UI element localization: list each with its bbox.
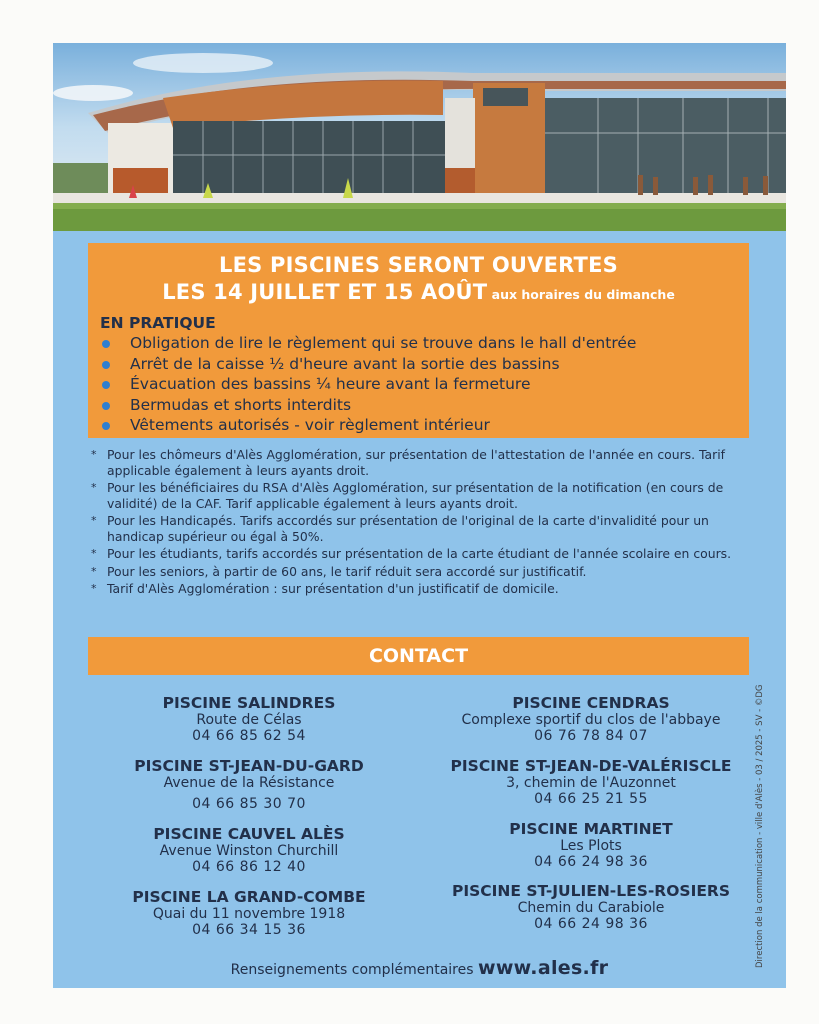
bullet-dot-icon <box>102 381 110 389</box>
tariff-notes <box>91 447 741 599</box>
pratique-item <box>100 374 636 395</box>
tariff-note <box>91 480 741 511</box>
tariff-note <box>91 581 741 597</box>
tariff-note <box>91 513 741 544</box>
pratique-item-text: Bermudas et shorts interdits <box>130 395 352 414</box>
asterisk-icon: * <box>91 481 97 494</box>
pool-phone: 04 66 24 98 36 <box>534 854 648 870</box>
tariff-note-text: Pour les chômeurs d'Alès Agglomération, sur présentation de l'attestation de l'année en cours. Tarif applicable également à leurs ayants droit. <box>107 447 726 478</box>
asterisk-icon: * <box>91 582 97 595</box>
pool-contact-st-julien-les-rosiers <box>431 882 751 932</box>
asterisk-icon: * <box>91 547 97 560</box>
pool-phone: 04 66 86 12 40 <box>192 859 306 875</box>
bullet-dot-icon <box>102 340 110 348</box>
pool-contact-st-jean-du-gard <box>89 757 409 812</box>
credit-line: Direction de la communication - ville d'Alès - 03 / 2025 - SV - ©DG <box>755 684 765 968</box>
tariff-note <box>91 546 741 562</box>
pratique-item <box>100 415 636 436</box>
pool-name: PISCINE MARTINET <box>509 820 673 838</box>
pratique-item-text: Obligation de lire le règlement qui se trouve dans le hall d'entrée <box>130 334 637 352</box>
pratique-item <box>100 395 636 416</box>
pratique-item-text: Évacuation des bassins ¼ heure avant la fermeture <box>130 375 531 393</box>
headline-dates-hours: aux horaires du dimanche <box>487 287 675 302</box>
pool-phone: 04 66 85 62 54 <box>192 728 306 744</box>
more-info <box>53 957 786 979</box>
pool-phone: 04 66 24 98 36 <box>534 916 648 932</box>
pool-building-photo <box>53 43 786 231</box>
pool-contact-cauvel-ales <box>89 825 409 875</box>
tariff-note-text: Pour les seniors, à partir de 60 ans, le tarif réduit sera accordé sur justificatif. <box>107 563 587 579</box>
headline-dates-main: LES 14 JUILLET ET 15 AOÛT <box>162 280 488 304</box>
tariff-note-text: Pour les Handicapés. Tarifs accordés sur présentation de l'original de la carte d'invalidité pour un handicap supérieur ou égal à 50%. <box>107 513 709 544</box>
pratique-item-text: Arrêt de la caisse ½ d'heure avant la sortie des bassins <box>130 354 560 373</box>
tariff-note <box>91 447 741 478</box>
contact-title: CONTACT <box>88 637 749 675</box>
pool-address: Chemin du Carabiole <box>517 900 665 916</box>
pool-contact-cendras <box>431 694 751 744</box>
pool-contact-st-jean-de-valeriscle <box>431 757 751 807</box>
pool-address: 3, chemin de l'Auzonnet <box>506 775 676 791</box>
website-link[interactable]: www.ales.fr <box>477 957 609 979</box>
tariff-note-text: Pour les étudiants, tarifs accordés sur présentation de la carte étudiant de l'année scolaire en cours. <box>107 546 732 561</box>
pool-address: Complexe sportif du clos de l'abbaye <box>461 712 721 728</box>
pratique-item <box>100 333 636 354</box>
pool-contact-la-grand-combe <box>89 888 409 938</box>
pratique-list <box>100 333 636 436</box>
pool-building-illustration <box>53 43 786 231</box>
pratique-item-text: Vêtements autorisés - voir règlement intérieur <box>130 416 490 434</box>
pratique-title: EN PRATIQUE <box>100 314 216 332</box>
pool-address: Avenue Winston Churchill <box>159 843 339 859</box>
asterisk-icon: * <box>91 564 97 578</box>
headline-open: LES PISCINES SERONT OUVERTES <box>219 253 618 277</box>
bullet-dot-icon <box>102 361 110 369</box>
pool-phone: 04 66 25 21 55 <box>534 791 648 807</box>
more-info-label: Renseignements complémentaires <box>230 962 478 978</box>
opening-info-block <box>88 243 749 438</box>
bullet-dot-icon <box>102 422 110 430</box>
headline-dates <box>88 280 749 304</box>
bullet-dot-icon <box>102 402 110 410</box>
pool-name: PISCINE ST-JULIEN-LES-ROSIERS <box>451 882 731 900</box>
tariff-note-text: Pour les bénéficiaires du RSA d'Alès Agglomération, sur présentation de la notification (en cours de validité) de la CAF. Tarif applicable également à leurs ayants droit. <box>107 480 724 511</box>
tariff-note <box>91 564 741 580</box>
pool-phone: 04 66 85 30 70 <box>192 796 306 812</box>
pool-contact-salindres <box>89 694 409 744</box>
pool-address: Route de Célas <box>196 712 302 728</box>
pool-address: Les Plots <box>560 838 622 854</box>
pratique-item <box>100 354 636 375</box>
asterisk-icon: * <box>91 448 97 461</box>
flyer-page <box>53 43 786 988</box>
pool-name: PISCINE ST-JEAN-DU-GARD <box>134 757 364 775</box>
pool-address: Avenue de la Résistance <box>163 775 335 791</box>
asterisk-icon: * <box>91 514 97 527</box>
pool-name: PISCINE LA GRAND-COMBE <box>132 888 366 906</box>
pool-name: PISCINE SALINDRES <box>162 694 336 712</box>
pool-name: PISCINE CAUVEL ALÈS <box>153 825 345 843</box>
tariff-note-text: Tarif d'Alès Agglomération : sur présentation d'un justificatif de domicile. <box>107 581 559 596</box>
pool-contact-martinet <box>431 820 751 870</box>
pool-phone: 06 76 78 84 07 <box>534 728 648 744</box>
pool-name: PISCINE CENDRAS <box>512 694 670 712</box>
pool-name: PISCINE ST-JEAN-DE-VALÉRISCLE <box>450 757 732 775</box>
pool-address: Quai du 11 novembre 1918 <box>152 906 346 922</box>
pool-phone: 04 66 34 15 36 <box>192 922 306 938</box>
